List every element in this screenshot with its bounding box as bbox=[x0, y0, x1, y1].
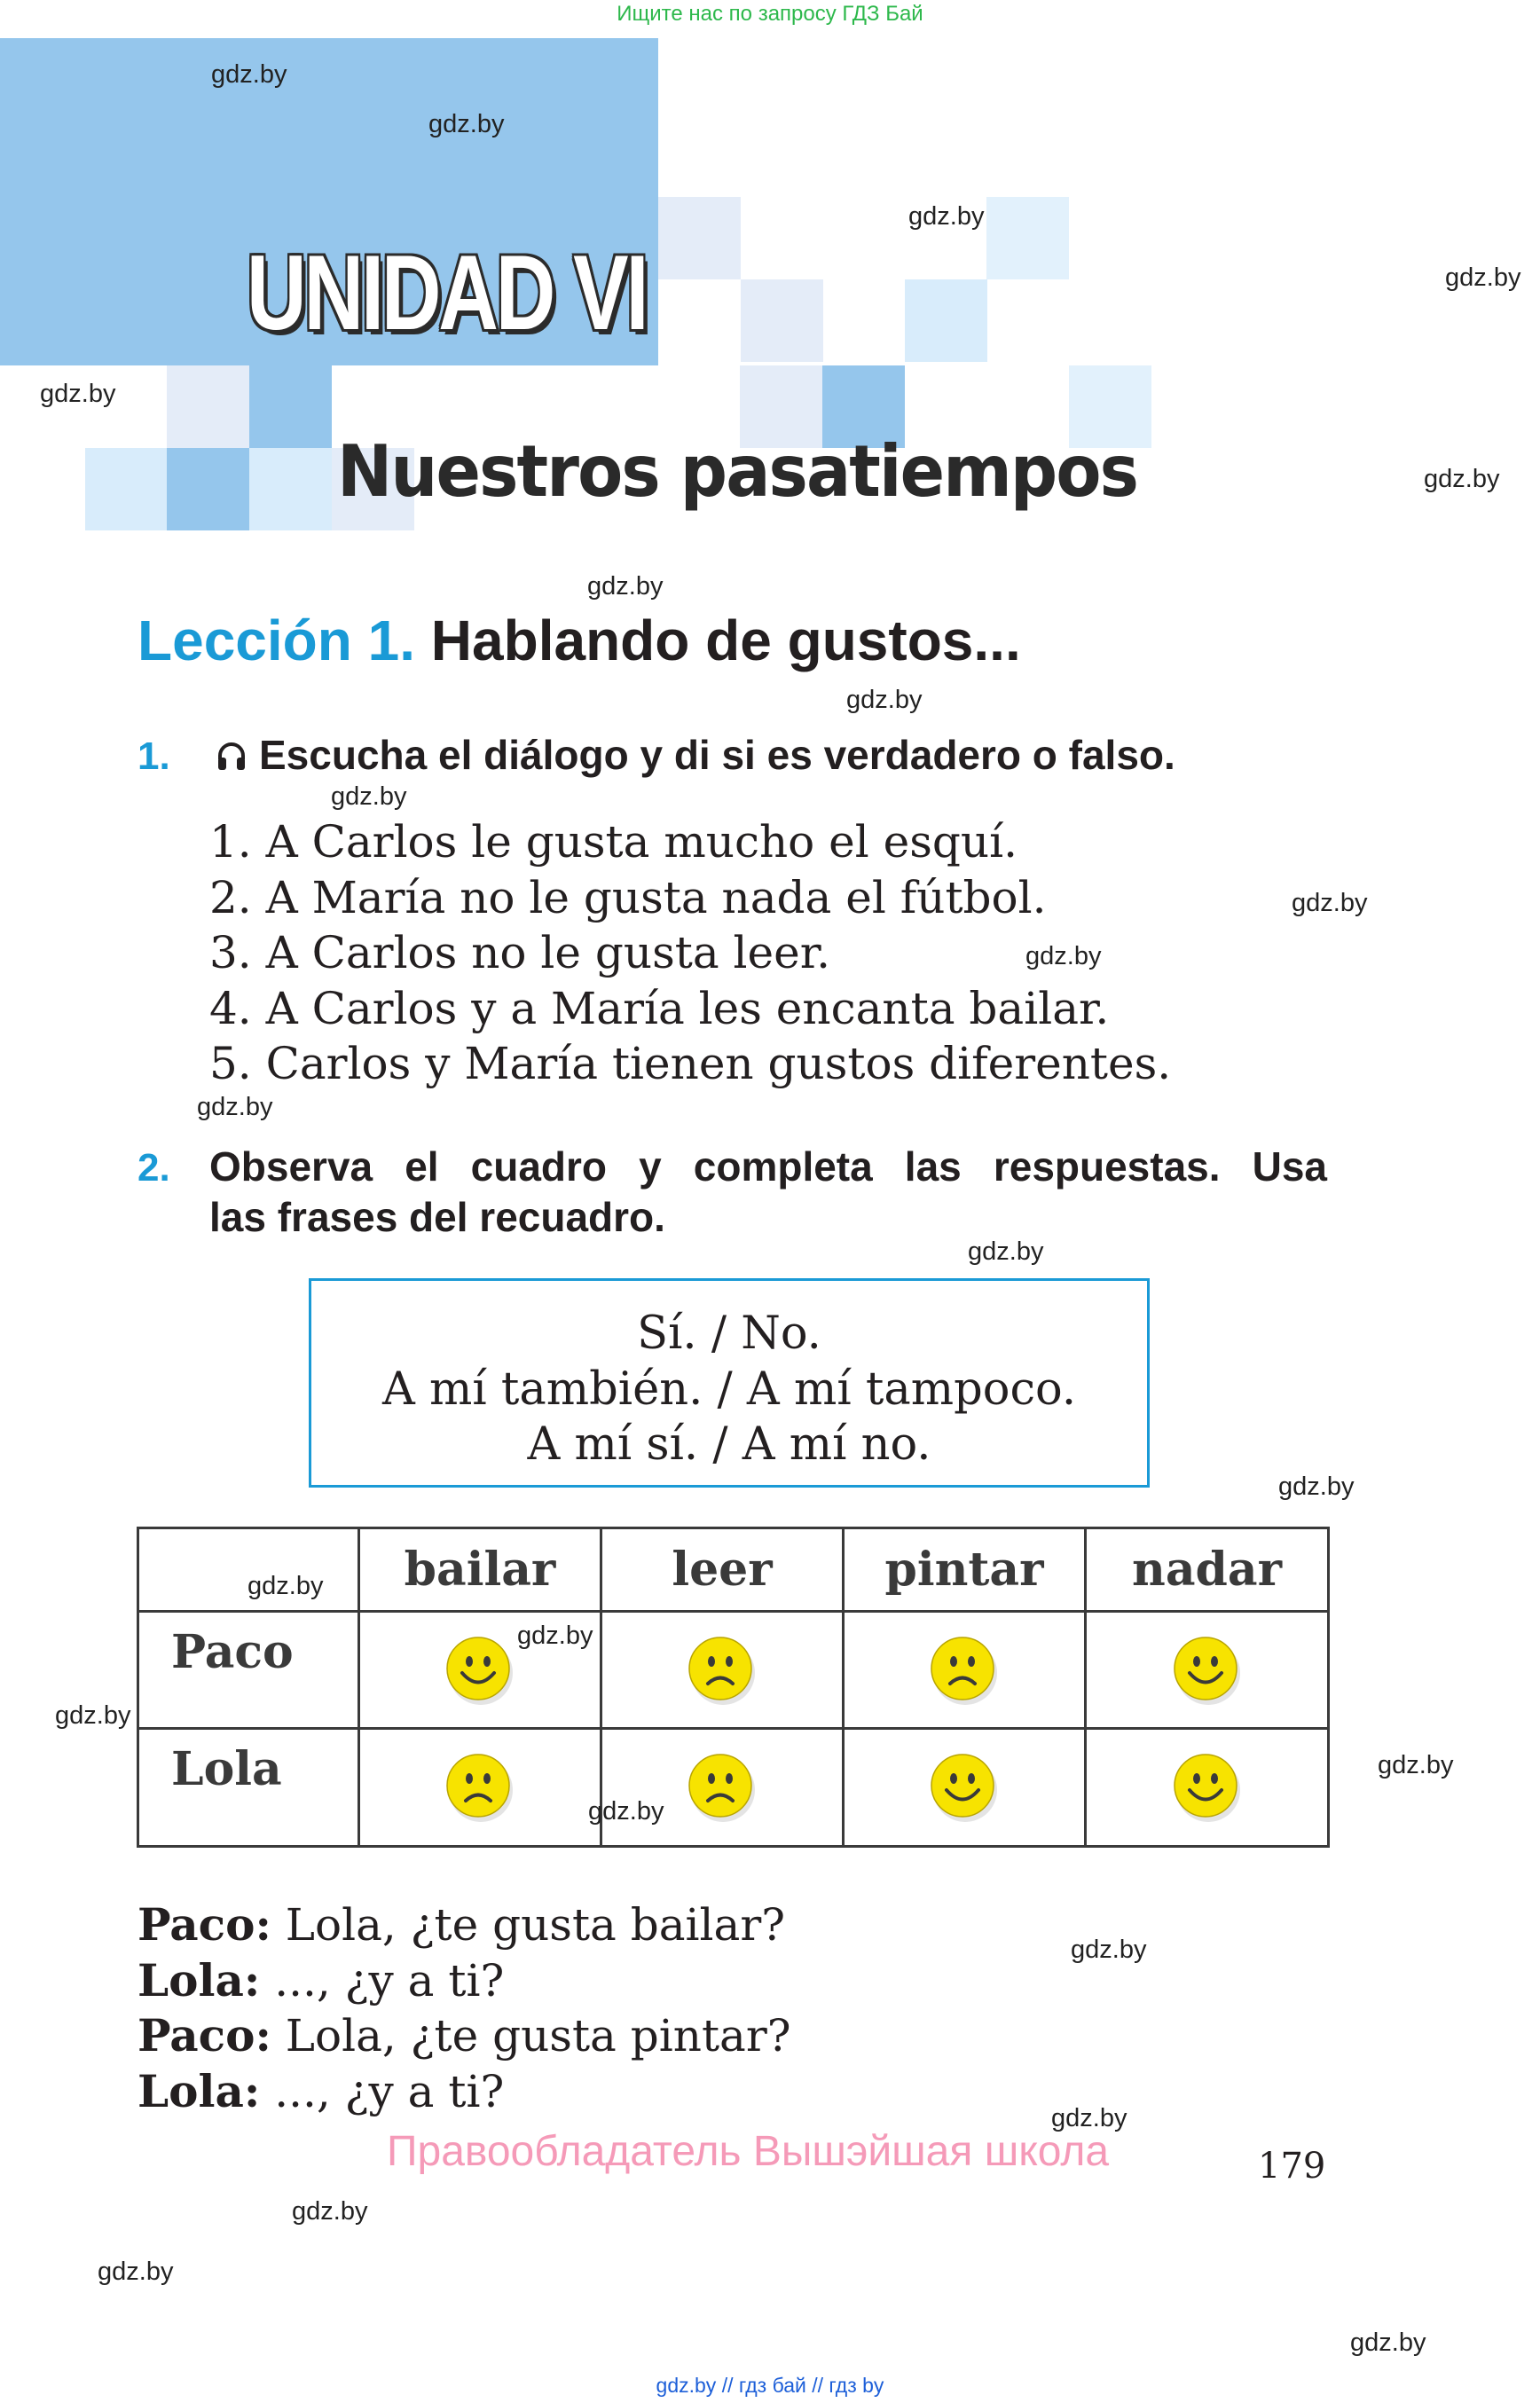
sad-face-icon bbox=[929, 1635, 1000, 1706]
face-cell bbox=[1086, 1729, 1329, 1847]
watermark: gdz.by bbox=[517, 1622, 593, 1650]
phrase-box bbox=[309, 1278, 1150, 1488]
sad-face-icon bbox=[687, 1752, 758, 1823]
watermark: gdz.by bbox=[1424, 465, 1500, 493]
happy-face-icon bbox=[444, 1635, 515, 1706]
exercise-1-number: 1. bbox=[138, 734, 170, 778]
row-header-paco bbox=[138, 1612, 359, 1729]
watermark: gdz.by bbox=[908, 202, 985, 231]
lesson-title: Hablando de gustos... bbox=[430, 609, 1021, 672]
row-header-lola bbox=[138, 1729, 359, 1847]
watermark: gdz.by bbox=[588, 1797, 664, 1826]
phrase-line: Sí. / No. bbox=[637, 1308, 821, 1360]
watermark: gdz.by bbox=[55, 1701, 131, 1730]
exercise-1-instruction: Escucha el diálogo y di si es verdadero o falso. bbox=[259, 732, 1175, 778]
exercise-2-number: 2. bbox=[138, 1146, 170, 1190]
watermark: gdz.by bbox=[331, 782, 407, 811]
exercise-1-item: 5. Carlos y María tienen gustos diferentes. bbox=[209, 1038, 1172, 1089]
speaker: Paco: bbox=[138, 2009, 271, 2061]
happy-face-icon bbox=[1172, 1752, 1243, 1823]
watermark: gdz.by bbox=[846, 686, 923, 714]
watermark: gdz.by bbox=[1025, 942, 1102, 970]
face-cell bbox=[1086, 1612, 1329, 1729]
watermark: gdz.by bbox=[98, 2258, 174, 2286]
bottom-note: gdz.by // гдз бай // гдз by bbox=[656, 2374, 884, 2397]
column-header-bailar: bailar bbox=[359, 1528, 601, 1612]
exercise-1-item: 2. A María no le gusta nada el fútbol. bbox=[209, 872, 1047, 923]
dialogue-line bbox=[138, 1954, 505, 2006]
lesson-number: Lección 1. bbox=[138, 609, 415, 672]
watermark: gdz.by bbox=[1378, 1751, 1454, 1779]
watermark: gdz.by bbox=[197, 1093, 273, 1121]
watermark: gdz.by bbox=[1350, 2328, 1426, 2357]
watermark: gdz.by bbox=[248, 1572, 324, 1600]
table-row bbox=[138, 1729, 1329, 1847]
watermark: gdz.by bbox=[211, 60, 287, 89]
column-header-pintar: pintar bbox=[844, 1528, 1086, 1612]
dialogue-line bbox=[138, 1898, 786, 1951]
exercise-2-instruction-line2: las frases del recuadro. bbox=[209, 1194, 665, 1240]
utterance: Lola, ¿te gusta pintar? bbox=[271, 2010, 791, 2061]
row-name: Lola bbox=[171, 1742, 282, 1796]
unit-subtitle: Nuestros pasatiempos bbox=[337, 430, 1137, 513]
rights-holder: Правообладатель Вышэйшая школа bbox=[387, 2128, 1110, 2175]
phrase-line: A mí también. / A mí tampoco. bbox=[381, 1363, 1077, 1416]
happy-face-icon bbox=[929, 1752, 1000, 1823]
column-header-leer: leer bbox=[601, 1528, 844, 1612]
face-cell bbox=[359, 1729, 601, 1847]
exercise-2-instruction-line1: Observa el cuadro y completa las respuestas. Usa bbox=[209, 1143, 1327, 1190]
face-cell bbox=[601, 1729, 844, 1847]
watermark: gdz.by bbox=[40, 380, 116, 408]
happy-face-icon bbox=[1172, 1635, 1243, 1706]
page-number: 179 bbox=[1258, 2146, 1326, 2187]
lesson-heading bbox=[138, 609, 1021, 672]
headphones-icon bbox=[216, 742, 247, 776]
utterance: ..., ¿y a ti? bbox=[260, 1955, 505, 2006]
face-cell bbox=[844, 1729, 1086, 1847]
phrase-line: A mí sí. / A mí no. bbox=[527, 1418, 931, 1471]
watermark: gdz.by bbox=[428, 110, 505, 138]
exercise-1-item: 4. A Carlos y a María les encanta bailar. bbox=[209, 983, 1110, 1034]
speaker: Lola: bbox=[138, 2065, 261, 2117]
watermark: gdz.by bbox=[587, 572, 664, 601]
utterance: ..., ¿y a ti? bbox=[260, 2066, 505, 2117]
dialogue-line bbox=[138, 2065, 505, 2117]
watermark: gdz.by bbox=[1278, 1472, 1355, 1501]
watermark: gdz.by bbox=[1051, 2104, 1128, 2132]
exercise-1-item: 3. A Carlos no le gusta leer. bbox=[209, 927, 831, 978]
table-row bbox=[138, 1612, 1329, 1729]
watermark: gdz.by bbox=[292, 2197, 368, 2226]
face-cell bbox=[601, 1612, 844, 1729]
row-name: Paco bbox=[171, 1625, 294, 1679]
dialogue-line bbox=[138, 2009, 791, 2061]
utterance: Lola, ¿te gusta bailar? bbox=[271, 1899, 786, 1951]
speaker: Paco: bbox=[138, 1898, 271, 1951]
sad-face-icon bbox=[444, 1752, 515, 1823]
watermark: gdz.by bbox=[1292, 889, 1368, 917]
exercise-1-item: 1. A Carlos le gusta mucho el esquí. bbox=[209, 816, 1018, 868]
unit-title: UNIDAD VI bbox=[247, 233, 647, 352]
face-cell bbox=[844, 1612, 1086, 1729]
watermark: gdz.by bbox=[968, 1237, 1044, 1266]
watermark: gdz.by bbox=[1071, 1936, 1147, 1964]
speaker: Lola: bbox=[138, 1954, 261, 2006]
top-search-note: Ищите нас по запросу ГДЗ Бай bbox=[617, 2, 923, 26]
column-header-nadar: nadar bbox=[1086, 1528, 1329, 1612]
watermark: gdz.by bbox=[1445, 263, 1521, 292]
sad-face-icon bbox=[687, 1635, 758, 1706]
